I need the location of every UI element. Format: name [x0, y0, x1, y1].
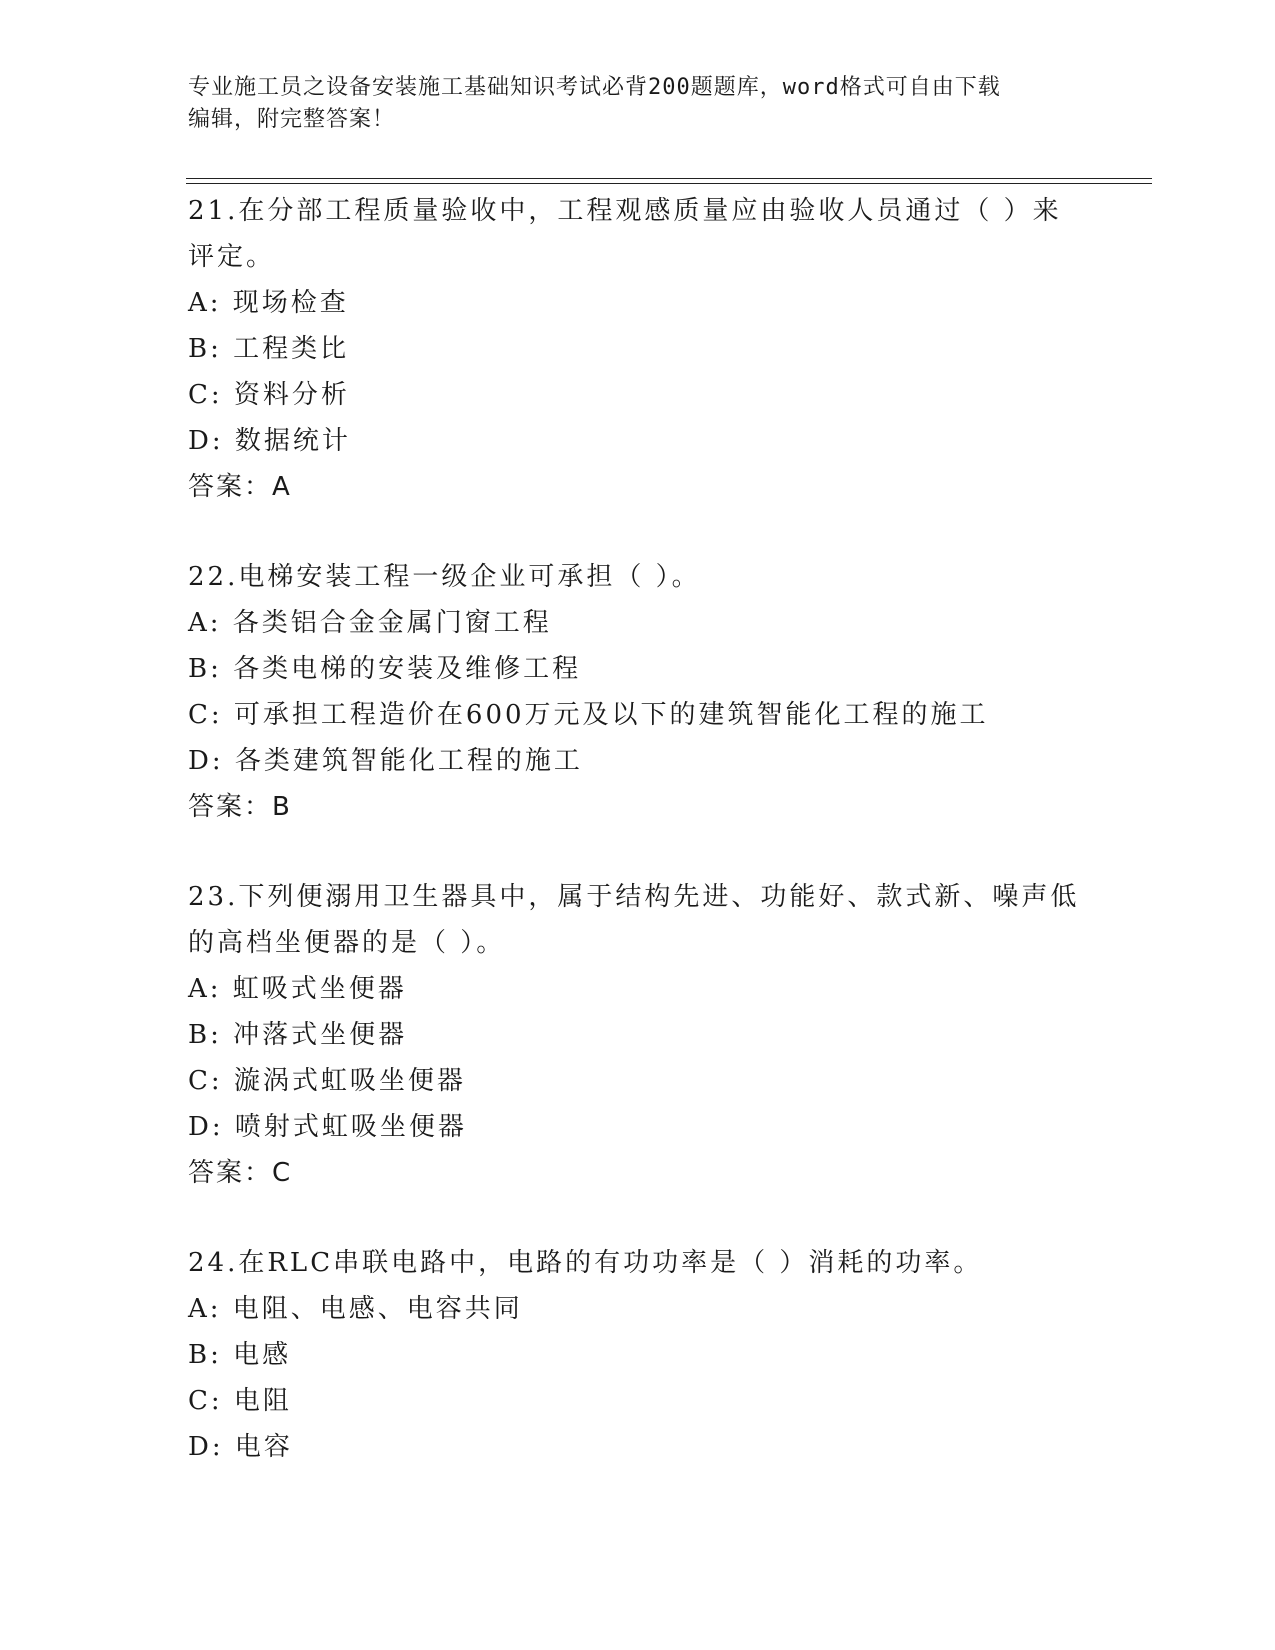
question-stem-line: 的高档坐便器的是（ ）。	[188, 928, 506, 958]
option-a: A: 各类铝合金金属门窗工程	[188, 608, 552, 638]
question-stem-line: 21.在分部工程质量验收中，工程观感质量应由验收人员通过（ ）来	[188, 196, 1062, 226]
question-stem-line: 24.在RLC串联电路中，电路的有功功率是（ ）消耗的功率。	[188, 1248, 983, 1278]
option-b: B: 各类电梯的安装及维修工程	[188, 654, 582, 684]
option-c: C: 资料分析	[188, 380, 350, 410]
header-line-1: 专业施工员之设备安装施工基础知识考试必背200题题库，word格式可自由下载	[188, 75, 1001, 100]
question-24	[188, 1240, 1088, 1470]
option-d: D: 电容	[188, 1432, 293, 1462]
header-divider-bottom	[186, 183, 1152, 184]
option-b: B: 电感	[188, 1340, 292, 1370]
question-23	[188, 874, 1088, 1196]
option-b: B: 冲落式坐便器	[188, 1020, 408, 1050]
option-a: A: 电阻、电感、电容共同	[188, 1294, 523, 1324]
question-stem-line: 23.下列便溺用卫生器具中，属于结构先进、功能好、款式新、噪声低	[188, 882, 1080, 912]
question-list	[188, 188, 1088, 1470]
option-c: C: 漩涡式虹吸坐便器	[188, 1066, 466, 1096]
document-header	[188, 72, 1068, 136]
option-d: D: 数据统计	[188, 426, 351, 456]
question-stem-line: 22.电梯安装工程一级企业可承担（ ）。	[188, 562, 701, 592]
answer-label: 答案：B	[188, 792, 292, 822]
header-line-2: 编辑，附完整答案！	[188, 107, 396, 132]
question-22	[188, 554, 1088, 830]
header-divider-top	[186, 178, 1152, 179]
question-stem-line: 评定。	[188, 242, 276, 272]
answer-label: 答案：C	[188, 1158, 293, 1188]
option-c: C: 电阻	[188, 1386, 292, 1416]
option-d: D: 各类建筑智能化工程的施工	[188, 746, 583, 776]
question-21	[188, 188, 1088, 510]
option-b: B: 工程类比	[188, 334, 350, 364]
option-c: C: 可承担工程造价在600万元及以下的建筑智能化工程的施工	[188, 700, 989, 730]
option-a: A: 虹吸式坐便器	[188, 974, 407, 1004]
option-d: D: 喷射式虹吸坐便器	[188, 1112, 467, 1142]
answer-label: 答案：A	[188, 472, 292, 502]
option-a: A: 现场检查	[188, 288, 349, 318]
